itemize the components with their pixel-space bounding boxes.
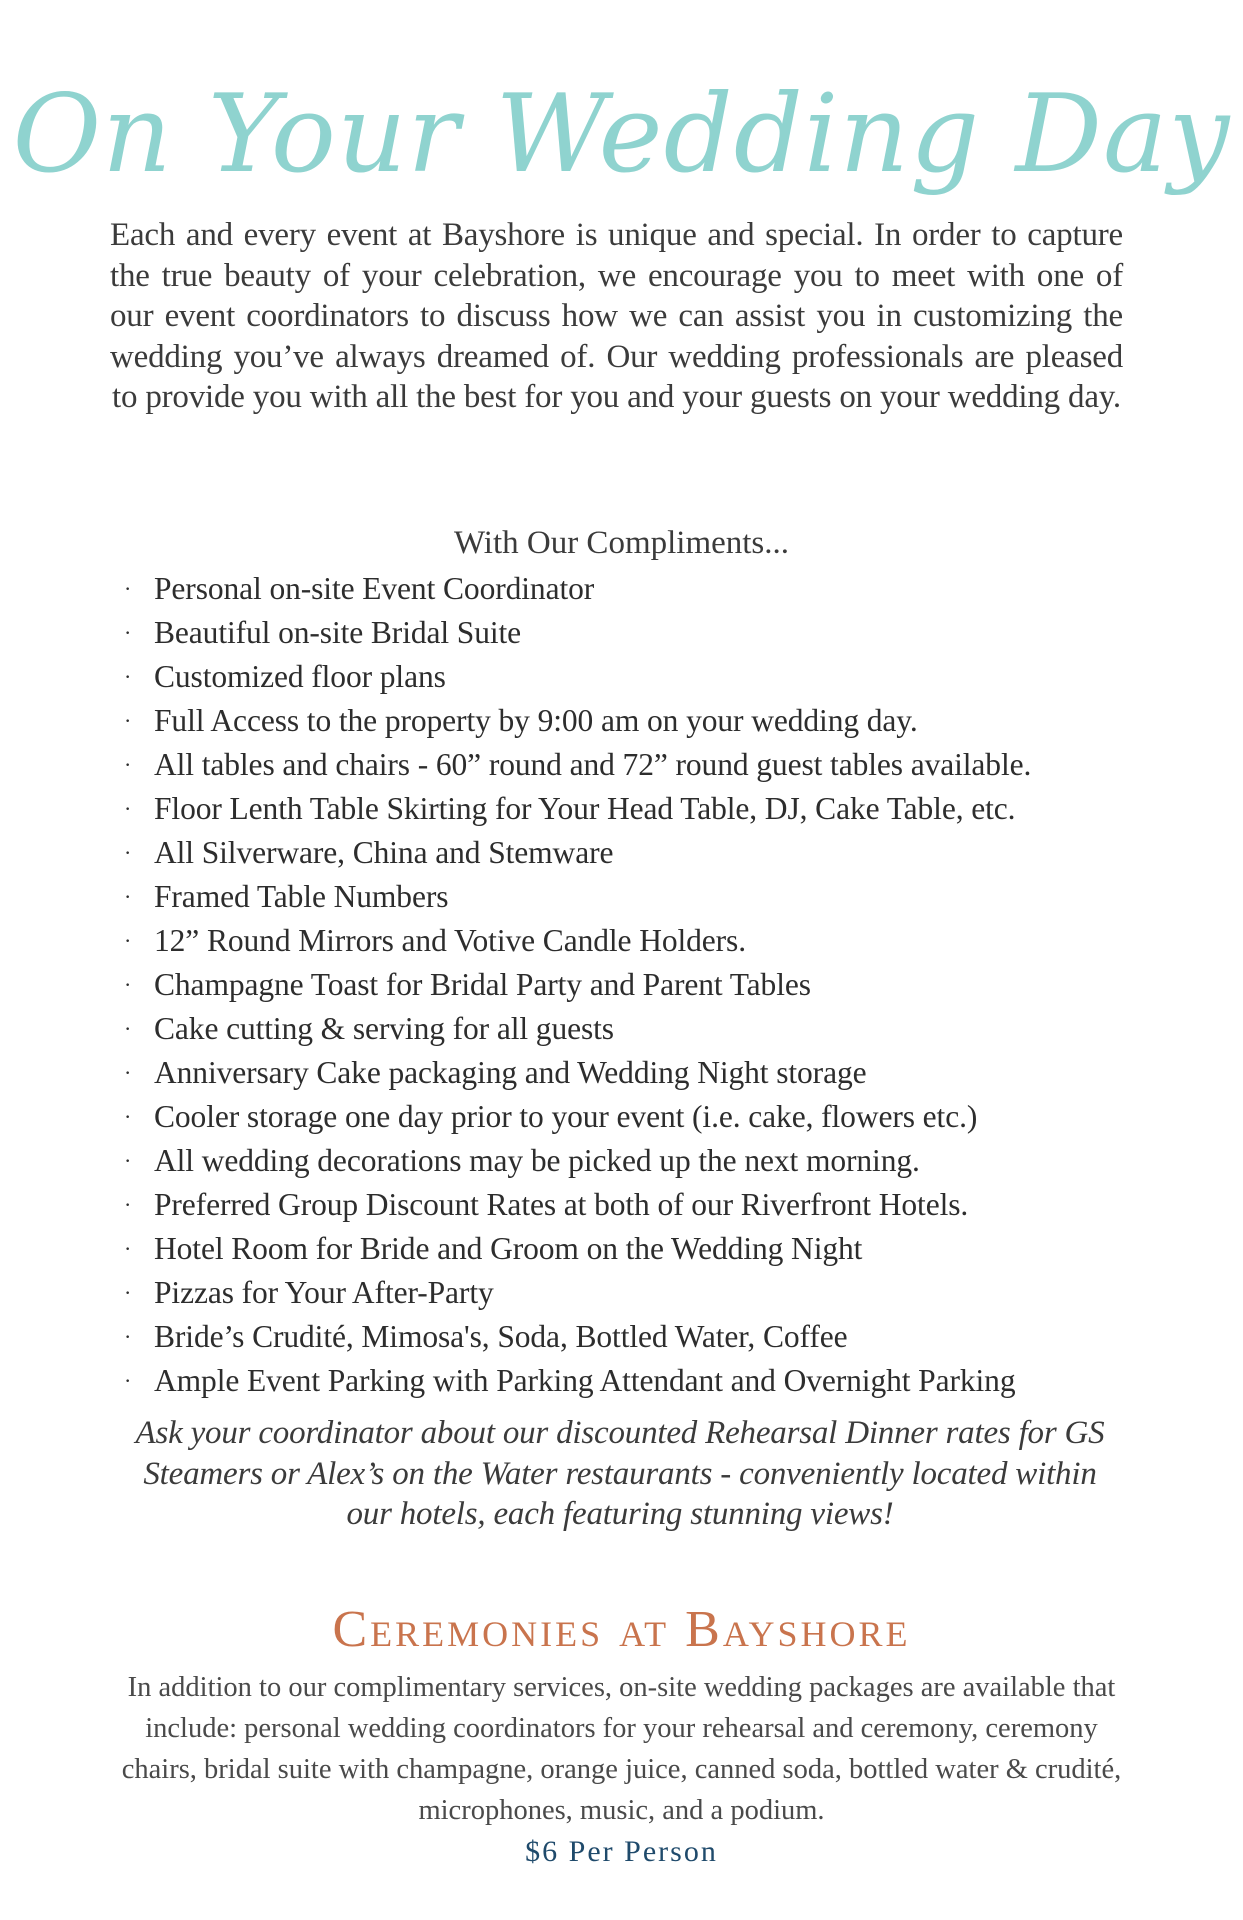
amenity-item: [120, 1139, 1150, 1183]
bullet-icon: ·: [124, 752, 132, 777]
amenity-text: All wedding decorations may be picked up the next morning.: [154, 1143, 920, 1178]
amenities-list: [120, 567, 1150, 1403]
bullet-icon: ·: [124, 796, 132, 821]
bullet-icon: ·: [124, 1280, 132, 1305]
bullet-icon: ·: [124, 928, 132, 953]
bullet-icon: ·: [124, 1060, 132, 1085]
amenity-text: Customized floor plans: [154, 659, 446, 694]
amenity-text: Hotel Room for Bride and Groom on the Wedding Night: [154, 1231, 863, 1266]
amenity-text: Full Access to the property by 9:00 am on your wedding day.: [154, 703, 918, 738]
bullet-icon: ·: [124, 1148, 132, 1173]
amenity-text: Pizzas for Your After-Party: [154, 1275, 494, 1310]
bullet-icon: ·: [124, 1236, 132, 1261]
amenity-item: [120, 743, 1150, 787]
amenity-item: [120, 1227, 1150, 1271]
amenity-item: [120, 1315, 1150, 1359]
bullet-icon: ·: [124, 972, 132, 997]
amenity-text: Framed Table Numbers: [154, 879, 449, 914]
bullet-icon: ·: [124, 1104, 132, 1129]
amenity-item: [120, 1183, 1150, 1227]
amenity-item: [120, 567, 1150, 611]
page-title: On Your Wedding Day: [12, 72, 1231, 197]
bullet-icon: ·: [124, 620, 132, 645]
bullet-icon: ·: [124, 1368, 132, 1393]
amenity-item: [120, 919, 1150, 963]
bullet-icon: ·: [124, 840, 132, 865]
amenity-text: All Silverware, China and Stemware: [154, 835, 614, 870]
amenity-text: Cooler storage one day prior to your event (i.e. cake, flowers etc.): [154, 1099, 978, 1134]
amenity-text: Anniversary Cake packaging and Wedding Night storage: [154, 1055, 867, 1090]
ceremonies-description: In addition to our complimentary services, on-site wedding packages are available that include: personal wedding coordinators for your rehearsal and ceremony, ceremony chairs, bridal suite with champagne, orange juice, canned soda, bottled water & crudité, microphones, music, and a podium.: [121, 1672, 1122, 1826]
amenity-item: [120, 1095, 1150, 1139]
bullet-icon: ·: [124, 664, 132, 689]
amenity-item: [120, 1271, 1150, 1315]
amenity-text: Floor Lenth Table Skirting for Your Head Table, DJ, Cake Table, etc.: [154, 791, 1016, 826]
amenity-text: Preferred Group Discount Rates at both of our Riverfront Hotels.: [154, 1187, 969, 1222]
amenity-text: Cake cutting & serving for all guests: [154, 1011, 614, 1046]
intro-paragraph: Each and every event at Bayshore is unique and special. In order to capture the true beauty of your celebration, we encourage you to meet with one of our event coordinators to discuss how we can assist you in customizing the wedding you’ve always dreamed of. Our wedding professionals are pleased to provide you with all the best for you and your guests on your wedding day.: [110, 217, 1123, 415]
amenity-text: Bride’s Crudité, Mimosa's, Soda, Bottled Water, Coffee: [154, 1319, 848, 1354]
amenity-text: All tables and chairs - 60” round and 72” round guest tables available.: [154, 747, 1032, 782]
rehearsal-note: Ask your coordinator about our discounted Rehearsal Dinner rates for GS Steamers or Alex’s on the Water restaurants - conveniently located within our hotels, each featuring stunning views!: [135, 1415, 1105, 1532]
bullet-icon: ·: [124, 1016, 132, 1041]
bullet-icon: ·: [124, 1324, 132, 1349]
amenity-item: [120, 963, 1150, 1007]
compliments-heading: With Our Compliments...: [453, 525, 790, 561]
amenity-text: Beautiful on-site Bridal Suite: [154, 615, 522, 650]
amenity-text: Ample Event Parking with Parking Attendant and Overnight Parking: [154, 1363, 1016, 1398]
amenity-item: [120, 655, 1150, 699]
amenity-text: Personal on-site Event Coordinator: [154, 571, 595, 606]
bullet-icon: ·: [124, 576, 132, 601]
bullet-icon: ·: [124, 708, 132, 733]
amenity-text: 12” Round Mirrors and Votive Candle Holders.: [154, 923, 746, 958]
amenity-item: [120, 611, 1150, 655]
bullet-icon: ·: [124, 1192, 132, 1217]
amenity-item: [120, 1359, 1150, 1403]
bullet-icon: ·: [124, 884, 132, 909]
amenity-item: [120, 831, 1150, 875]
amenity-item: [120, 875, 1150, 919]
amenity-item: [120, 787, 1150, 831]
amenity-item: [120, 1007, 1150, 1051]
amenity-item: [120, 1051, 1150, 1095]
ceremony-price: $6 Per Person: [525, 1835, 718, 1868]
ceremonies-title: Ceremonies at Bayshore: [332, 1601, 911, 1658]
amenity-item: [120, 699, 1150, 743]
amenity-text: Champagne Toast for Bridal Party and Parent Tables: [154, 967, 811, 1002]
